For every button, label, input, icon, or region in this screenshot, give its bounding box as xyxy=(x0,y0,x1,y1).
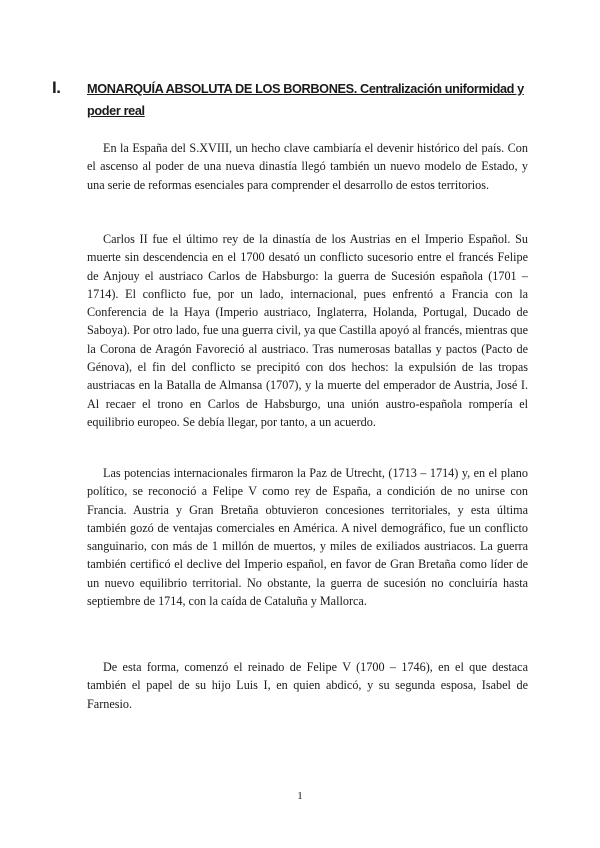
section-title: MONARQUÍA ABSOLUTA DE LOS BORBONES. Centralización uniformidad y poder real xyxy=(87,81,524,118)
paragraph-intro: En la España del S.XVIII, un hecho clave cambiaría el devenir histórico del país. Con el ascenso al poder de una nueva dinastía llegó también un nuevo modelo de Estado, y una serie de reformas esenciales para comprender el desarrollo de estos territorios. xyxy=(87,141,528,192)
page-number: 1 xyxy=(297,790,303,802)
paragraph-succession-war: Carlos II fue el último rey de la dinastía de los Austrias en el Imperio Español. Su muerte sin descendencia en el 1700 desató un conflicto sucesorio entre el francés Felipe de Anjouy el austriaco Carlos de Habsburgo: la guerra de Sucesión española (1701 – 1714). El conflicto fue, por un lado, internacional, pues enfrentó a Francia con la Conferencia de la Haya (Imperio austriaco, Inglaterra, Holanda, Portugal, Ducado de Saboya). Por otro lado, fue una guerra civil, ya que Castilla apoyó al francés, mientras que la Corona de Aragón Favoreció al austriaco. Tras numerosas batallas y pactos (Pacto de Génova), el fin del conflicto se precipitó con dos hechos: la expulsión de las tropas austriacas en la Batalla de Almansa (1707), y la muerte del emperador de Austria, José I. Al recaer el trono en Carlos de Habsburgo, una unión austro-española rompería el equilibrio europeo. Se debía llegar, por tanto, a un acuerdo. xyxy=(87,232,528,429)
paragraph-peace-of-utrecht: Las potencias internacionales firmaron la Paz de Utrecht, (1713 – 1714) y, en el plano político, se reconoció a Felipe V como rey de España, a condición de no unirse con Francia. Austria y Gran Bretaña obtuvieron concesiones territoriales, y esta última también gozó de ventajas comerciales en América. A nivel demográfico, fue un conflicto sanguinario, con más de 1 millón de muertos, y miles de exiliados austriacos. La guerra también certificó el declive del Imperio español, en favor de Gran Bretaña como líder de un nuevo equilibrio territorial. No obstante, la guerra de sucesión no concluiría hasta septiembre de 1714, con la caída de Cataluña y Mallorca. xyxy=(87,466,528,609)
section-number: I. xyxy=(52,78,61,97)
paragraph-felipe-v-reign: De esta forma, comenzó el reinado de Felipe V (1700 – 1746), en el que destaca también el papel de su hijo Luis I, en quien abdicó, y su segunda esposa, Isabel de Farnesio. xyxy=(87,660,528,711)
